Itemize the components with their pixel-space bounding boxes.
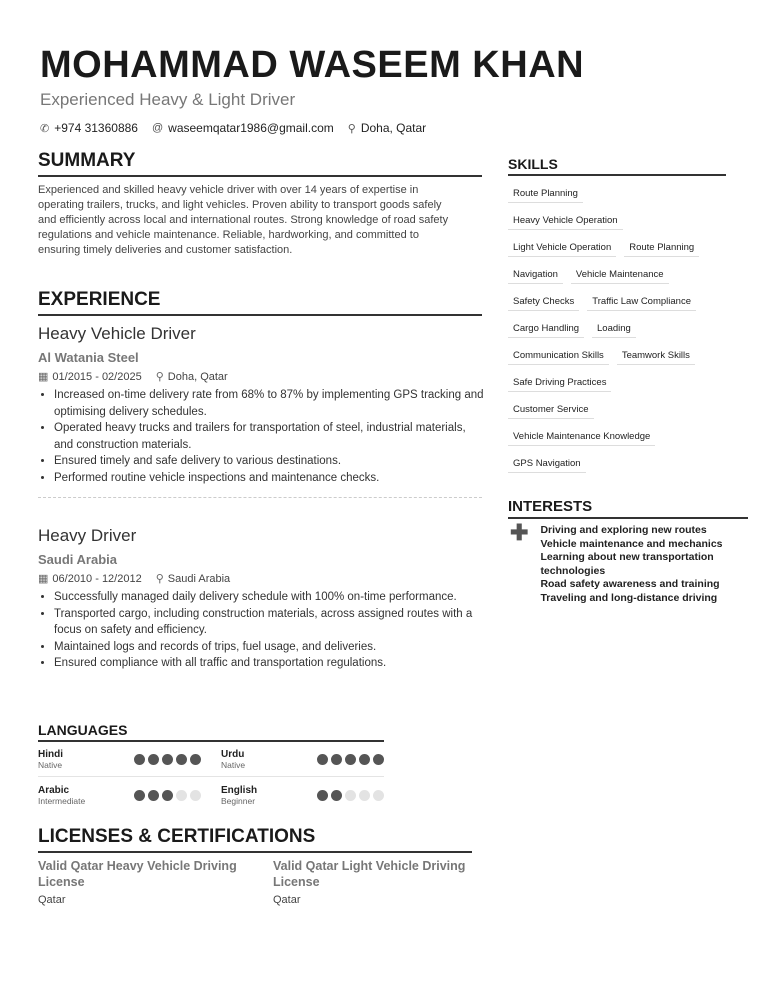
interest-item: Road safety awareness and training xyxy=(540,578,720,590)
job-company: Al Watania Steel xyxy=(38,350,139,365)
proficiency-dot-empty xyxy=(190,790,201,801)
language-name: Hindi xyxy=(38,749,63,760)
location-pin-icon: ⚲ xyxy=(347,122,356,135)
skill-row xyxy=(508,180,738,207)
skills-list xyxy=(508,180,738,477)
skill-tag: GPS Navigation xyxy=(508,455,586,473)
summary-heading: SUMMARY xyxy=(38,150,482,177)
skill-row xyxy=(508,207,738,234)
skill-row xyxy=(508,288,738,315)
proficiency-dot-empty xyxy=(176,790,187,801)
skill-tag: Traffic Law Compliance xyxy=(587,293,696,311)
interest-item: Traveling and long-distance driving xyxy=(540,591,718,604)
proficiency-dot-empty xyxy=(359,790,370,801)
skill-tag: Heavy Vehicle Operation xyxy=(508,212,623,230)
proficiency-dot-empty xyxy=(345,790,356,801)
job-dates: 06/2010 - 12/2012 xyxy=(52,573,142,585)
skill-row xyxy=(508,423,738,450)
license-item xyxy=(273,858,478,906)
skill-row xyxy=(508,234,738,261)
calendar-icon: ▦ xyxy=(38,573,49,585)
job-bullet: • Maintained logs and records of trips, fuel usage, and deliveries. xyxy=(54,639,488,656)
proficiency-dot-filled xyxy=(162,754,173,765)
language-row xyxy=(38,783,384,812)
language-item xyxy=(221,785,384,806)
language-name: English xyxy=(221,785,258,796)
job-bullets xyxy=(38,589,488,672)
phone-icon: ✆ xyxy=(40,122,50,135)
proficiency-dot-filled xyxy=(345,754,356,765)
interest-item: Driving and exploring new routes xyxy=(540,524,707,536)
contact-location xyxy=(348,121,426,135)
job-title: Heavy Driver xyxy=(38,526,137,545)
proficiency-dot-filled xyxy=(148,790,159,801)
proficiency-dot-filled xyxy=(331,790,342,801)
experience-heading: EXPERIENCE xyxy=(38,289,482,316)
language-row xyxy=(38,747,384,777)
job-bullet: • Successfully managed daily delivery schedule with 100% on-time performance. xyxy=(54,589,488,606)
job-entry xyxy=(38,324,488,486)
language-level: Beginner xyxy=(221,796,256,806)
languages-heading: LANGUAGES xyxy=(38,722,384,742)
proficiency-dot-filled xyxy=(317,790,328,801)
skill-tag: Safe Driving Practices xyxy=(508,374,611,392)
interests-heading: INTERESTS xyxy=(508,498,748,519)
skill-tag: Navigation xyxy=(508,266,563,284)
proficiency-dot-filled xyxy=(317,754,328,765)
proficiency-dots xyxy=(317,790,384,801)
license-name: Valid Qatar Heavy Vehicle Driving License xyxy=(38,859,237,889)
job-meta xyxy=(38,370,488,383)
interest-item: Vehicle maintenance and mechanics xyxy=(540,537,723,550)
proficiency-dot-filled xyxy=(148,754,159,765)
language-level: Intermediate xyxy=(38,796,86,806)
candidate-subtitle: Experienced Heavy & Light Driver xyxy=(40,90,296,109)
job-location: Saudi Arabia xyxy=(167,573,231,585)
language-level: Native xyxy=(221,760,246,770)
skill-row xyxy=(508,261,738,288)
language-item xyxy=(38,749,201,770)
licenses-list xyxy=(38,858,478,906)
job-entry xyxy=(38,526,488,672)
license-location: Qatar xyxy=(273,894,301,906)
skill-tag: Light Vehicle Operation xyxy=(508,239,616,257)
job-divider xyxy=(38,497,482,498)
proficiency-dot-filled xyxy=(134,754,145,765)
job-bullets xyxy=(38,387,488,486)
skill-row xyxy=(508,396,738,423)
interest-item: Learning about new transportation technologies xyxy=(540,551,714,577)
calendar-icon: ▦ xyxy=(38,371,49,383)
job-bullet: • Ensured timely and safe delivery to various destinations. xyxy=(54,453,488,470)
proficiency-dots xyxy=(134,790,201,801)
proficiency-dot-filled xyxy=(190,754,201,765)
language-name: Arabic xyxy=(38,785,70,796)
proficiency-dot-filled xyxy=(134,790,145,801)
skills-heading: SKILLS xyxy=(508,156,726,176)
proficiency-dot-filled xyxy=(373,754,384,765)
location-pin-icon: ⚲ xyxy=(155,371,164,383)
job-dates: 01/2015 - 02/2025 xyxy=(52,371,142,383)
interests-block xyxy=(510,520,750,605)
skill-row xyxy=(508,342,738,369)
interests-list xyxy=(540,524,750,605)
job-bullet: • Transported cargo, including construction materials, across assigned routes with a focus on safety and efficiency. xyxy=(54,606,488,639)
proficiency-dot-empty xyxy=(373,790,384,801)
skill-row xyxy=(508,315,738,342)
candidate-name: MOHAMMAD WASEEM KHAN xyxy=(40,44,585,86)
proficiency-dot-filled xyxy=(331,754,342,765)
proficiency-dots xyxy=(317,754,384,765)
licenses-heading: LICENSES & CERTIFICATIONS xyxy=(38,826,472,853)
location-text: Doha, Qatar xyxy=(360,121,427,135)
job-bullet: • Operated heavy trucks and trailers for transportation of steel, industrial materials, and construction materials. xyxy=(54,420,488,453)
proficiency-dot-filled xyxy=(359,754,370,765)
language-name: Urdu xyxy=(221,749,245,760)
license-name: Valid Qatar Light Vehicle Driving License xyxy=(273,859,466,889)
license-location: Qatar xyxy=(38,894,66,906)
contact-bar xyxy=(40,121,426,135)
skill-tag: Safety Checks xyxy=(508,293,579,311)
job-bullet: • Ensured compliance with all traffic and transportation regulations. xyxy=(54,655,488,672)
skill-tag: Route Planning xyxy=(508,185,583,203)
plus-icon: ✚ xyxy=(510,520,529,545)
skill-tag: Vehicle Maintenance xyxy=(571,266,669,284)
languages-list xyxy=(38,747,384,818)
proficiency-dots xyxy=(134,754,201,765)
skill-tag: Route Planning xyxy=(624,239,699,257)
email-text[interactable]: waseemqatar1986@gmail.com xyxy=(168,121,334,135)
skill-tag: Communication Skills xyxy=(508,347,609,365)
license-item xyxy=(38,858,243,906)
proficiency-dot-filled xyxy=(176,754,187,765)
at-icon: @ xyxy=(151,122,164,134)
language-level: Native xyxy=(38,760,63,770)
language-item xyxy=(221,749,384,770)
proficiency-dot-filled xyxy=(162,790,173,801)
summary-text: Experienced and skilled heavy vehicle driver with over 14 years of expertise in operating trailers, trucks, and light vehicles. Proven ability to transport goods safely and efficiently across local and international routes. Strong knowledge of road safety regulations and vehicle maintenance. Reliable, hardworking, and committed to ensuring timely deliveries and customer satisfaction. xyxy=(38,184,449,256)
location-pin-icon: ⚲ xyxy=(155,573,164,585)
job-bullet: • Performed routine vehicle inspections and maintenance checks. xyxy=(54,470,488,487)
job-location: Doha, Qatar xyxy=(167,371,228,383)
job-meta xyxy=(38,572,488,585)
skill-tag: Teamwork Skills xyxy=(617,347,695,365)
contact-phone xyxy=(40,121,138,135)
skill-row xyxy=(508,450,738,477)
skill-tag: Loading xyxy=(592,320,636,338)
skill-row xyxy=(508,369,738,396)
job-company: Saudi Arabia xyxy=(38,552,117,567)
language-item xyxy=(38,785,201,806)
phone-text: +974 31360886 xyxy=(54,121,138,135)
contact-email[interactable] xyxy=(152,121,334,135)
job-bullet: • Increased on-time delivery rate from 68% to 87% by implementing GPS tracking and optimising delivery schedules. xyxy=(54,387,488,420)
skill-tag: Cargo Handling xyxy=(508,320,584,338)
skill-tag: Customer Service xyxy=(508,401,594,419)
job-title: Heavy Vehicle Driver xyxy=(38,324,196,343)
skill-tag: Vehicle Maintenance Knowledge xyxy=(508,428,655,446)
